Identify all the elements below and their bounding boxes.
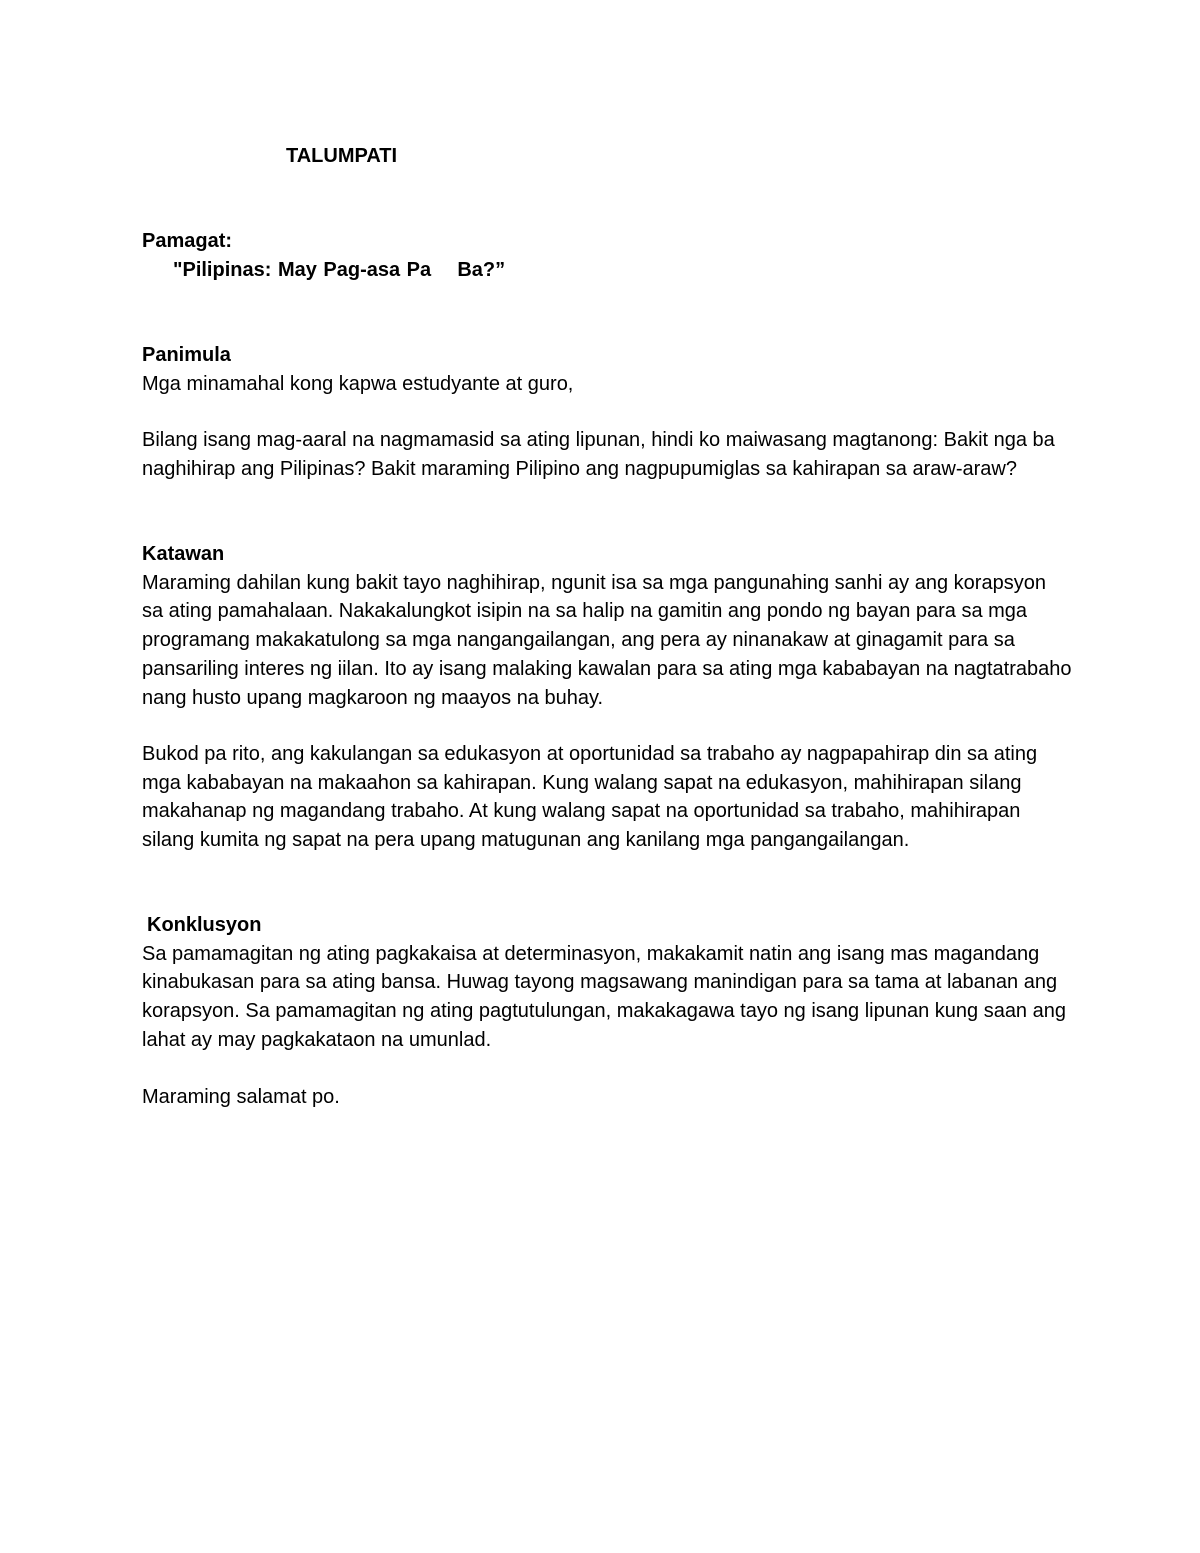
pamagat-section (142, 227, 1072, 256)
konklusyon-heading: Konklusyon (147, 914, 262, 936)
katawan-paragraph-2-block (142, 740, 1072, 855)
pamagat-label: Pamagat: (142, 230, 233, 252)
panimula-greeting: Mga minamahal kong kapwa estudyante at guro, (142, 372, 574, 395)
panimula-paragraph-block (142, 426, 1072, 483)
katawan-heading: Katawan (142, 543, 225, 565)
katawan-section (142, 540, 1072, 712)
closing-line: Maraming salamat po. (142, 1086, 340, 1108)
katawan-paragraph-2: Bukod pa rito, ang kakulangan sa edukasyon at oportunidad sa trabaho ay nagpapahirap din sa ating mga kababayan na makaahon sa kahirapan. Kung walang sapat na edukasyon, mahihirapan silang makahanap ng magandang trabaho. At kung walang sapat na oportunidad sa trabaho, mahihirapan silang kumita ng sapat na pera upang matugunan ang kanilang mga pangangailangan. (142, 743, 1038, 852)
panimula-paragraph: Bilang isang mag-aaral na nagmamasid sa ating lipunan, hindi ko maiwasang magtanong: Bakit nga ba naghihirap ang Pilipinas? Bakit maraming Pilipino ang nagpupumiglas sa kahirapan sa araw-araw? (142, 429, 1055, 480)
katawan-paragraph-1: Maraming dahilan kung bakit tayo naghihirap, ngunit isa sa mga pangunahing sanhi ay ang korapsyon sa ating pamahalaan. Nakakalungkot isipin na sa halip na gamitin ang pondo ng bayan para sa mga programang makakatulong sa mga nangangailangan, ang pera ay ninanakaw at ginagamit para sa pansariling interes ng iilan. Ito ay isang malaking kawalan para sa ating mga kababayan na nagtatrabaho nang husto upang magkaroon ng maayos na buhay. (142, 571, 1072, 709)
konklusyon-paragraph: Sa pamamagitan ng ating pagkakaisa at determinasyon, makakamit natin ang isang mas magandang kinabukasan para sa ating bansa. Huwag tayong magsawang manindigan para sa tama at labanan ang korapsyon. Sa pamamagitan ng ating pagtutulungan, makakagawa tayo ng isang lipunan kung saan ang lahat ay may pagkakataon na umunlad. (142, 942, 1066, 1051)
konklusyon-section (142, 911, 1072, 1055)
panimula-section (142, 341, 1072, 398)
document-title: TALUMPATI (286, 145, 398, 167)
pamagat-title: "Pilipinas: May Pag-asa Pa Ba?” (173, 259, 506, 281)
panimula-heading: Panimula (142, 344, 231, 366)
closing-section (142, 1083, 1072, 1112)
